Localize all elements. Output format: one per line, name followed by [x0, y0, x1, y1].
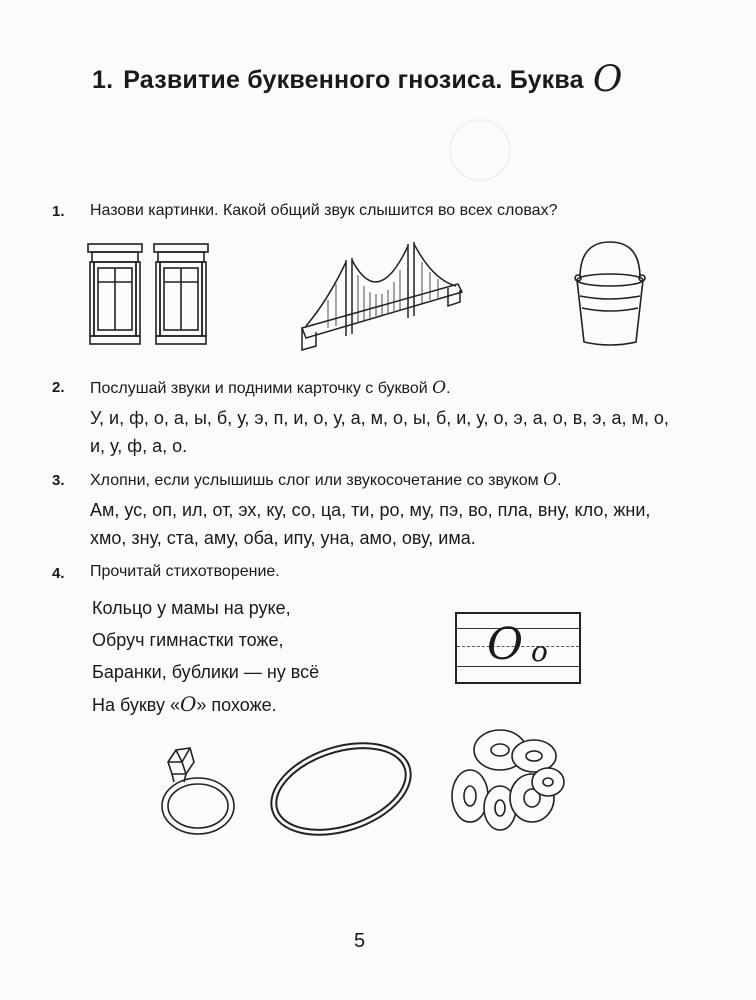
poem [92, 592, 319, 721]
task-2-text [90, 378, 451, 398]
task-2-instruction: Послушай звуки и подними карточку с буквой [90, 380, 428, 397]
task-2-number: 2. [52, 379, 65, 396]
copybook-frame [455, 612, 581, 684]
copybook-lowercase-letter: о [531, 635, 548, 668]
title-text: Развитие буквенного гнозиса. Буква [123, 66, 584, 94]
copybook-uppercase-letter: О [487, 619, 524, 670]
poem-line-3: Баранки, бублики — ну всё [92, 662, 320, 682]
task-3-end: . [557, 472, 562, 489]
task-3-number: 3. [52, 472, 65, 489]
bucket-illustration [570, 238, 650, 350]
page-title [92, 56, 652, 100]
show-through-mark [440, 110, 520, 190]
hoop-illustration [262, 738, 420, 840]
task-2-sounds: У, и, ф, о, а, ы, б, у, э, п, и, о, у, а, м, о, ы, б, и, у, о, э, а, о, в, э, а, м, о, и, у, ф, а, о. [90, 408, 669, 456]
poem-line-1: Кольцо у мамы на руке, [92, 598, 291, 618]
poem-line-2: Обруч гимнастки тоже, [92, 630, 284, 650]
task-1-text: Назови картинки. Какой общий звук слышится во всех словах? [90, 202, 558, 219]
task-3-syllables: Ам, ус, оп, ил, от, эх, ку, со, ца, ти, ро, му, пэ, во, пла, вну, кло, жни, хмо, зну, ста, аму, оба, ипу, уна, амо, ову, има. [90, 500, 651, 548]
poem-line-4: На букву «О» похоже. [92, 692, 277, 716]
task-2-end: . [446, 380, 451, 397]
page-number: 5 [354, 930, 366, 952]
ring-illustration [152, 740, 240, 840]
title-number: 1. [92, 66, 114, 94]
task-4-number: 4. [52, 565, 65, 582]
task-3-letter: О [543, 470, 558, 490]
task-4-text: Прочитай стихотворение. [90, 563, 280, 580]
task-3-text [90, 470, 562, 490]
title-letter: О [592, 59, 623, 100]
task-2-letter: О [432, 378, 447, 398]
task-3-instruction: Хлопни, если услышишь слог или звукосочетание со звуком [90, 472, 539, 489]
task-1-number: 1. [52, 203, 65, 220]
bridge-illustration [298, 240, 468, 356]
bagels-illustration [440, 724, 570, 836]
window-illustration [84, 242, 214, 350]
poem-letter: О [179, 692, 197, 716]
